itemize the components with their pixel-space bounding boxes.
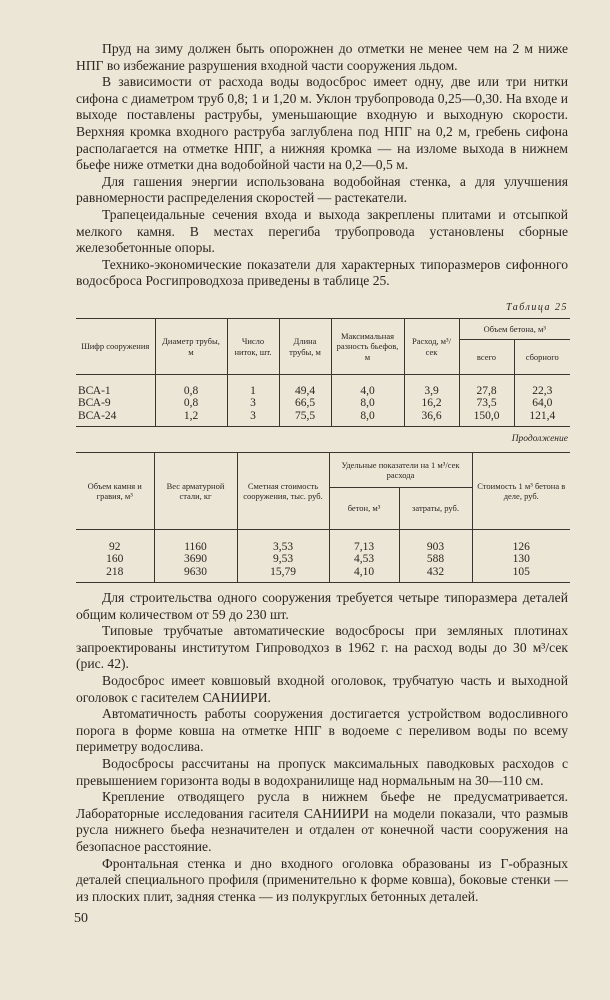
unit-cost-cell: 126 130 105 bbox=[472, 530, 570, 583]
codes-cell: ВСА-1 ВСА-9 ВСА-24 bbox=[78, 385, 117, 422]
paragraph: Водосбросы рассчитаны на пропуск максимальных паводковых расходов с превышением горизонта воды в водохранилище над нормальным на 30—110 см. bbox=[76, 755, 568, 788]
header-head: Максимальная разность бьефов, м bbox=[331, 319, 404, 375]
continuation-caption: Продолжение bbox=[511, 434, 568, 444]
header-unit-cost: Стоимость 1 м³ бетона в деле, руб. bbox=[472, 453, 570, 530]
paragraph: Крепление отводящего русла в нижнем бьефе не предусматривается. Лабораторные исследования гасителя САНИИРИ на модели показали, что размыв русла нижнего бьефа незначителен и отдален от конечной части сооружения на безопасное расстояние. bbox=[76, 789, 568, 854]
header-specific-concrete: бетон, м³ bbox=[329, 488, 399, 530]
header-steel: Вес арматурной стали, кг bbox=[154, 453, 237, 530]
table-caption: Таблица 25 bbox=[506, 302, 568, 313]
header-total: всего bbox=[459, 340, 514, 375]
paragraph: Водосброс имеет ковшовый входной оголовок, трубчатую часть и выходной оголовок с гасителем САНИИРИ. bbox=[76, 672, 568, 705]
head-cell: 4,0 8,0 8,0 bbox=[331, 375, 404, 427]
specific-concrete-cell: 7,13 4,53 4,10 bbox=[329, 530, 399, 583]
header-code: Шифр сооружения bbox=[76, 319, 155, 375]
header-expenses: затраты, руб. bbox=[399, 488, 472, 530]
header-precast: сборного bbox=[514, 340, 570, 375]
table-25-continued bbox=[76, 452, 570, 583]
paragraph: В зависимости от расхода воды водосброс имеет одну, две или три нитки сифона с диаметром труб 0,8; 1 и 1,20 м. Уклон трубопровода 0,25—0,30. На входе и выходе поставлены раструбы, уменьшающие входную и выходную скорости. Верхняя кромка входного раструба заглублена под НПГ на 0,2 м, гребень сифона располагается на отметке НПГ, а нижняя кромка — на изломе выхода в нижнем бьефе ниже отметки дна водобойной части на 0,2—0,5 м. bbox=[76, 74, 568, 173]
paragraph: Фронтальная стенка и дно входного оголовка образованы из Г-образных деталей специального профиля (применительно к форме ковша), боковые стенки — из плоских плит, задняя стенка — из полукруглых бетонных деталей. bbox=[76, 855, 568, 904]
header-discharge: Расход, м³/сек bbox=[404, 319, 459, 375]
total-cell: 27,8 73,5 150,0 bbox=[459, 375, 514, 427]
paragraph: Типовые трубчатые автоматические водосбросы при земляных плотинах запроектированы институтом Гипроводхоз в 1962 г. на расход воды до 30 м³/сек (рис. 42). bbox=[76, 623, 568, 672]
paragraph: Пруд на зиму должен быть опорожнен до отметки не менее чем на 2 м ниже НПГ во избежание разрушения входной части сооружения льдом. bbox=[76, 41, 568, 73]
paragraph: Для гашения энергии использована водобойная стенка, а для улучшения равномерности распределения скоростей — растекатели. bbox=[76, 173, 568, 206]
header-specific: Удельные показатели на 1 м³/сек расхода bbox=[329, 453, 472, 488]
discharge-cell: 3,9 16,2 36,6 bbox=[404, 375, 459, 427]
length-cell: 49,4 66,5 75,5 bbox=[279, 375, 331, 427]
header-cost: Сметная стоимость сооружения, тыс. руб. bbox=[237, 453, 329, 530]
header-stone: Объем камня и гравия, м³ bbox=[76, 453, 154, 530]
steel-cell: 1160 3690 9630 bbox=[154, 530, 237, 583]
paragraph: Автоматичность работы сооружения достигается устройством водосливного порога в форме ковша на отметке НПГ в водоеме с переливом воды по всему периметру водослива. bbox=[76, 706, 568, 755]
paragraph: Для строительства одного сооружения требуется четыре типоразмера деталей общим количеством от 59 до 230 шт. bbox=[76, 590, 568, 622]
cost-cell: 3,53 9,53 15,79 bbox=[237, 530, 329, 583]
text-bottom bbox=[76, 590, 568, 905]
paragraph: Трапецеидальные сечения входа и выхода закреплены плитами и отсыпкой мелкого камня. В местах перегиба трубопровода установлены сборные железобетонные опоры. bbox=[76, 206, 568, 256]
page-number: 50 bbox=[74, 911, 88, 926]
expenses-cell: 903 588 432 bbox=[399, 530, 472, 583]
header-concrete: Объем бетона, м³ bbox=[459, 319, 570, 340]
stone-cell: 92 160 218 bbox=[106, 541, 124, 578]
header-diameter: Диаметр трубы, м bbox=[155, 319, 227, 375]
count-cell: 1 3 3 bbox=[227, 375, 279, 427]
table-25 bbox=[76, 318, 570, 427]
header-length: Длина трубы, м bbox=[279, 319, 331, 375]
text-top bbox=[76, 41, 568, 290]
precast-cell: 22,3 64,0 121,4 bbox=[514, 375, 570, 427]
header-count: Число ниток, шт. bbox=[227, 319, 279, 375]
paragraph: Технико-экономические показатели для характерных типоразмеров сифонного водосброса Росгипроводхоза приведены в таблице 25. bbox=[76, 256, 568, 289]
diameter-cell: 0,8 0,8 1,2 bbox=[155, 375, 227, 427]
